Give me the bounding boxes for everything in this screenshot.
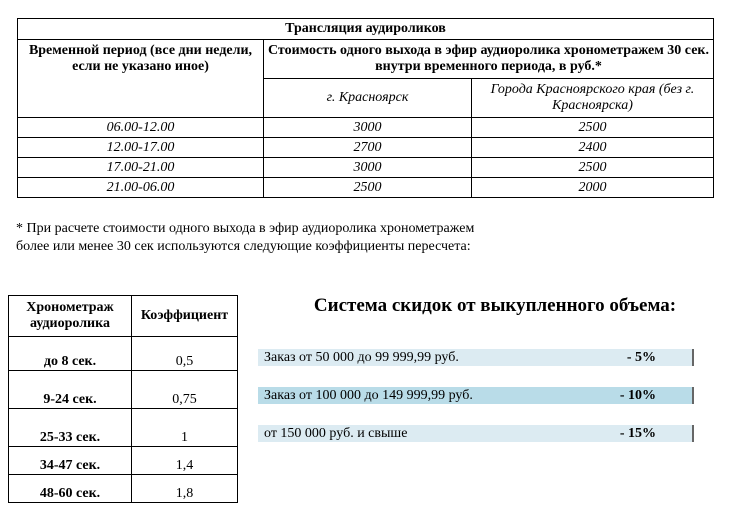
table-row	[9, 447, 238, 475]
duration-cell: до 8 сек.	[9, 337, 132, 371]
city-price-cell: 2500	[264, 178, 472, 198]
period-cell: 12.00-17.00	[18, 138, 264, 158]
table-row	[18, 178, 714, 198]
table-row	[18, 138, 714, 158]
coefficient-cell: 1,8	[132, 475, 238, 503]
discount-value: - 10%	[619, 388, 656, 403]
duration-header: Хронометраж аудиоролика	[9, 296, 132, 337]
region-subheader: Города Красноярского края (без г. Красноярска)	[472, 79, 714, 118]
coefficient-cell: 0,5	[132, 337, 238, 371]
pricing-title: Трансляция аудироликов	[18, 19, 714, 40]
footnote-line: более или менее 30 сек используются следующие коэффициенты пересчета:	[16, 239, 471, 254]
region-price-cell: 2500	[472, 118, 714, 138]
coefficient-header: Коэффициент	[132, 296, 238, 337]
discount-label: Заказ от 100 000 до 149 999,99 руб.	[264, 388, 473, 403]
table-row	[18, 158, 714, 178]
discount-value: - 15%	[619, 426, 656, 441]
coefficient-cell: 1	[132, 409, 238, 447]
table-row	[9, 371, 238, 409]
footnote-line: * При расчете стоимости одного выхода в эфир аудиоролика хронометражем	[16, 221, 475, 236]
table-row	[9, 409, 238, 447]
coefficient-cell: 1,4	[132, 447, 238, 475]
coefficient-cell: 0,75	[132, 371, 238, 409]
region-price-cell: 2000	[472, 178, 714, 198]
discount-label: от 150 000 руб. и свыше	[264, 426, 408, 441]
duration-cell: 34-47 сек.	[9, 447, 132, 475]
discount-label: Заказ от 50 000 до 99 999,99 руб.	[264, 350, 459, 365]
region-price-cell: 2400	[472, 138, 714, 158]
duration-cell: 9-24 сек.	[9, 371, 132, 409]
table-row	[18, 118, 714, 138]
city-price-cell: 2700	[264, 138, 472, 158]
region-price-cell: 2500	[472, 158, 714, 178]
period-cell: 06.00-12.00	[18, 118, 264, 138]
discount-row	[258, 387, 694, 404]
duration-cell: 48-60 сек.	[9, 475, 132, 503]
period-cell: 21.00-06.00	[18, 178, 264, 198]
period-cell: 17.00-21.00	[18, 158, 264, 178]
table-row	[9, 337, 238, 371]
coefficient-table	[8, 295, 238, 503]
discount-value: - 5%	[626, 350, 656, 365]
discount-row	[258, 425, 694, 442]
discounts-title: Система скидок от выкупленного объема:	[313, 295, 677, 316]
city-price-cell: 3000	[264, 158, 472, 178]
cost-header: Стоимость одного выхода в эфир аудиоролика хронометражем 30 сек. внутри временного периода, в руб.*	[264, 40, 714, 79]
duration-cell: 25-33 сек.	[9, 409, 132, 447]
city-subheader: г. Красноярск	[264, 79, 472, 118]
pricing-table	[17, 18, 714, 198]
footnote	[16, 220, 616, 256]
table-row	[9, 475, 238, 503]
discount-row	[258, 349, 694, 366]
city-price-cell: 3000	[264, 118, 472, 138]
period-header: Временной период (все дни недели, если не указано иное)	[18, 40, 264, 118]
